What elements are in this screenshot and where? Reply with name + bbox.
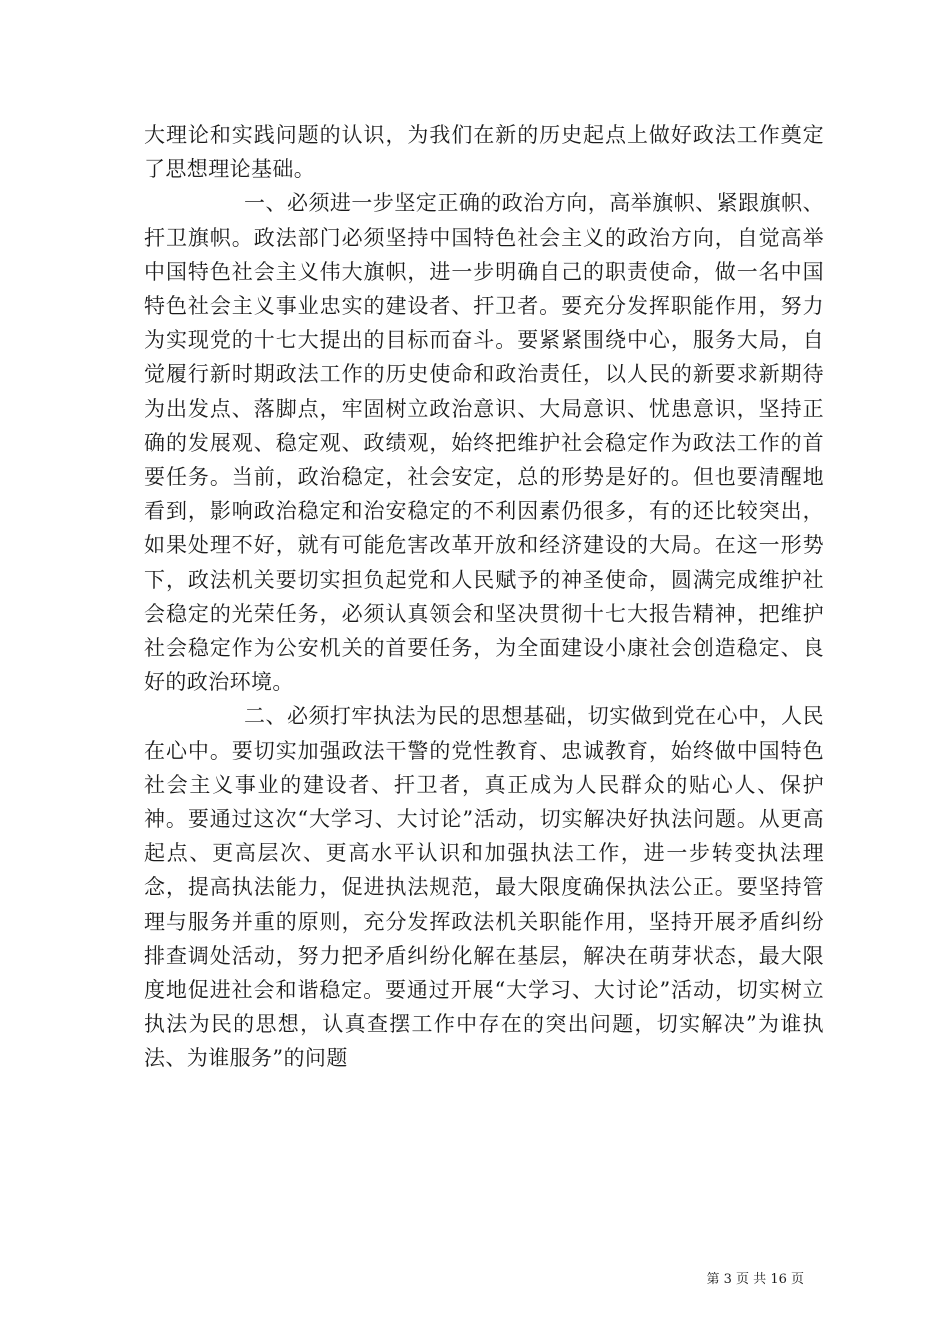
paragraph-continuation: 大理论和实践问题的认识，为我们在新的历史起点上做好政法工作奠定了思想理论基础。 (144, 123, 824, 182)
paragraph-section-one: 一、必须进一步坚定正确的政治方向，高举旗帜、紧跟旗帜、扞卫旗帜。政法部门必须坚持中国特色社会主义的政治方向，自觉高举中国特色社会主义伟大旗帜，进一步明确自己的职责使命，做一名中国特色社会主义事业忠实的建设者、扞卫者。要充分发挥职能作用，努力为实现党的十七大提出的目标而奋斗。要紧紧围绕中心，服务大局，自觉履行新时期政法工作的历史使命和政治责任，以人民的新要求新期待为出发点、落脚点，牢固树立政治意识、大局意识、忧患意识，坚持正确的发展观、稳定观、政绩观，始终把维护社会稳定作为政法工作的首要任务。当前，政治稳定，社会安定，总的形势是好的。但也要清醒地看到，影响政治稳定和治安稳定的不利因素仍很多，有的还比较突出，如果处理不好，就有可能危害改革开放和经济建设的大局。在这一形势下，政法机关要切实担负起党和人民赋予的神圣使命，圆满完成维护社会稳定的光荣任务，必须认真领会和坚决贯彻十七大报告精神，把维护社会稳定作为公安机关的首要任务，为全面建设小康社会创造稳定、良好的政治环境。 (144, 191, 824, 695)
paragraph-section-two: 二、必须打牢执法为民的思想基础，切实做到党在心中，人民在心中。要切实加强政法干警的党性教育、忠诚教育，始终做中国特色社会主义事业的建设者、扞卫者，真正成为人民群众的贴心人、保护神。要通过这次“大学习、大讨论”活动，切实解决好执法问题。从更高起点、更高层次、更高水平认识和加强执法工作，进一步转变执法理念，提高执法能力，促进执法规范，最大限度确保执法公正。要坚持管理与服务并重的原则，充分发挥政法机关职能作用，坚持开展矛盾纠纷排查调处活动，努力把矛盾纠纷化解在基层，解决在萌芽状态，最大限度地促进社会和谐稳定。要通过开展“大学习、大讨论”活动，切实树立执法为民的思想，认真查摆工作中存在的突出问题，切实解决”为谁执法、为谁服务”的问题 (144, 704, 824, 1071)
page-number-footer: 第 3 页 共 16 页 (706, 1272, 804, 1287)
document-body (144, 118, 824, 1076)
